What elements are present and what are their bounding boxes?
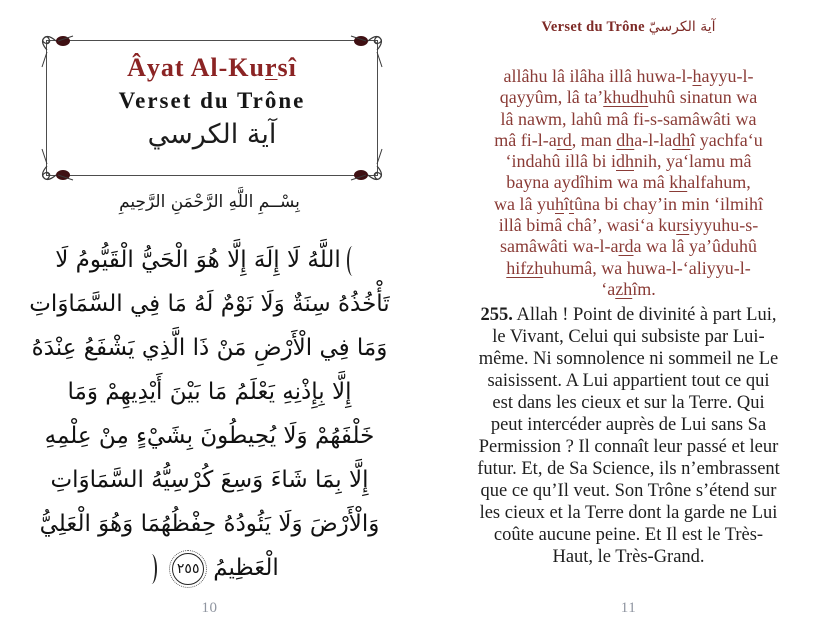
translation-line: le Vivant, Celui qui subsiste par Lui- xyxy=(492,327,765,347)
translation-line: Permission ? Il connaît leur passé et leur xyxy=(478,437,779,457)
translation-line: les cieux et la Terre dont la garde ne Lui xyxy=(479,503,778,523)
arabic-line-text: الْعَظِيمُ xyxy=(213,555,279,581)
transliteration-line: allâhu lâ ilâha illâ huwa-l-hayyu-l- xyxy=(503,66,754,86)
transliteration-line: illâ bimâ châ’, wasi‘a kursiyyuhu-s- xyxy=(498,215,759,236)
translation-line: 255. Allah ! Point de divinité à part Lui, xyxy=(480,305,777,325)
chapter-title-arabic: آية الكرسي xyxy=(147,119,277,150)
arabic-line: خَلْفَهُمْ وَلَا يُحِيطُونَ بِشَيْءٍ مِنْ عِلْمِهِ xyxy=(44,423,375,449)
title-frame xyxy=(46,40,378,176)
arabic-line: وَالْأَرْضَ وَلَا يَئُودُهُ حِفْظُهُمَا وَهُوَ الْعَلِيُّ xyxy=(39,511,380,537)
running-header-french: Verset du Trône xyxy=(541,19,649,35)
arabic-line xyxy=(10,238,409,282)
translation-line: est dans les cieux et sur la Terre. Qui xyxy=(492,393,765,413)
translation-line: futur. Et, de Sa Science, ils n’embrassent xyxy=(477,459,780,479)
quran-verse-arabic xyxy=(10,238,409,590)
verse-number-rosette xyxy=(172,553,204,585)
arabic-line: وَمَا فِي الْأَرْضِ مَنْ ذَا الَّذِي يَشْفَعُ عِنْدَهُ xyxy=(31,335,388,361)
transliteration-line: mâ fi-l-ard, man dha-l-ladhî yachfa‘u xyxy=(494,129,763,150)
opening-bracket-icon xyxy=(347,246,358,276)
transliteration-line: qayyûm, lâ ta’khudhuhû sinatun wa xyxy=(499,87,758,108)
closing-bracket-icon xyxy=(146,554,157,584)
transliteration-block xyxy=(437,66,820,300)
transliteration-line: bayna aydîhim wa mâ khalfahum, xyxy=(506,172,751,193)
page-number-left: 10 xyxy=(201,600,218,616)
transliteration-line: wa lâ yuhîtûna bi chay’in min ‘ilmihî xyxy=(494,193,763,214)
translation-line: coûte aucune peine. Et Il est le Très- xyxy=(493,525,764,545)
chapter-title-transliteration: Âyat Al-Kursî xyxy=(127,53,297,82)
running-header xyxy=(419,19,838,36)
transliteration-line: ‘azhîm. xyxy=(601,278,656,299)
chapter-title-french: Verset du Trône xyxy=(118,88,306,113)
arabic-line-text: اللَّهُ لَا إِلَهَ إِلَّا هُوَ الْحَيُّ الْقَيُّومُ لَا xyxy=(55,247,341,273)
arabic-line: تَأْخُذُهُ سِنَةٌ وَلَا نَوْمٌ لَهُ مَا فِي السَّمَاوَاتِ xyxy=(29,291,390,317)
page-number-right: 11 xyxy=(620,600,637,616)
transliteration-line: ‘indahû illâ bi idhnih, ya‘lamu mâ xyxy=(505,151,752,172)
verse-number: ٢٥٥ xyxy=(176,560,200,577)
basmala-calligraphy: بِسْــمِ اللَّهِ الرَّحْمَنِ الرَّحِيمِ xyxy=(119,192,300,212)
arabic-line xyxy=(10,546,409,590)
translation-line: même. Ni somnolence ni sommeil ne Le xyxy=(478,349,779,369)
arabic-line: إِلَّا بِمَا شَاءَ وَسِعَ كُرْسِيُّهُ السَّمَاوَاتِ xyxy=(50,467,369,493)
french-translation-block xyxy=(431,304,826,568)
translation-line: peut intercéder auprès de Lui sans Sa xyxy=(490,415,767,435)
transliteration-line: samâwâti wa-l-arda wa lâ ya’ûduhû xyxy=(500,236,757,257)
translation-line: que ce qu’Il veut. Son Trône s’étend sur xyxy=(480,481,777,501)
translation-line: saisissent. A Lui appartient tout ce qui xyxy=(487,371,770,391)
translation-line: Haut, le Très-Grand. xyxy=(552,547,705,567)
arabic-line: إِلَّا بِإِذْنِهِ يَعْلَمُ مَا بَيْنَ أَيْدِيهِمْ وَمَا xyxy=(67,379,352,405)
transliteration-line: hifzhuhumâ, wa huwa-l-‘aliyyu-l- xyxy=(506,257,751,278)
running-header-arabic: آية الكرسيّ xyxy=(648,19,716,35)
transliteration-line: lâ nawm, lahû mâ fi-s-samâwâti wa xyxy=(500,108,757,129)
right-page xyxy=(419,0,838,632)
